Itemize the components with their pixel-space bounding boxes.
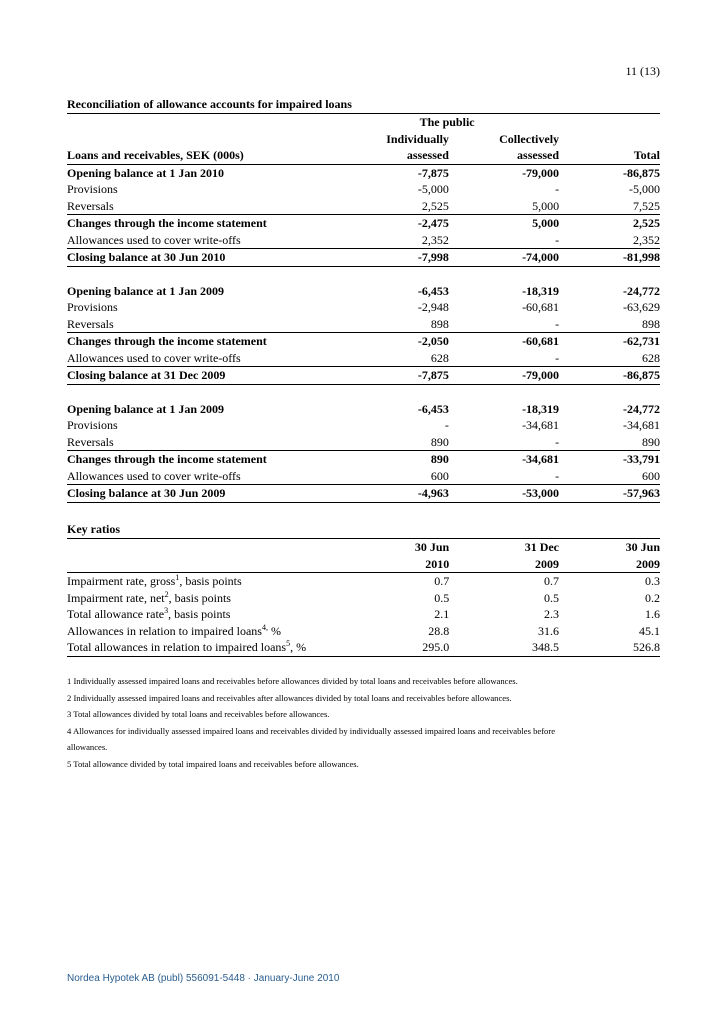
- cell-individually: -7,875: [417, 165, 449, 180]
- cell-collectively: -18,319: [522, 283, 560, 298]
- row-label: Provisions: [67, 182, 118, 196]
- cell-individually: 2,352: [421, 232, 449, 247]
- footnote-ref: 1: [175, 573, 180, 582]
- ratio-label-text: Allowances in relation to impaired loans: [67, 623, 262, 638]
- footnote-line: 1 Individually assessed impaired loans and receivables before allowances divided by total loans and receivables before allowances.: [67, 676, 518, 686]
- ratio-label-suffix: %: [267, 623, 281, 638]
- cell-total: -86,875: [561, 367, 660, 385]
- row-label: Opening balance at 1 Jan 2010: [67, 165, 225, 180]
- ratio-value-col2: 348.5: [451, 639, 561, 656]
- ratio-value-col3: 526.8: [561, 639, 660, 656]
- cell-individually: -2,475: [373, 215, 451, 232]
- ratio-value-col1: 295.0: [374, 639, 451, 656]
- cell-total: -33,791: [561, 451, 660, 468]
- row-label: Allowances used to cover write-offs: [67, 232, 241, 247]
- row-label: Changes through the income statement: [67, 215, 373, 232]
- ratio-value-col3: 45.1: [639, 623, 660, 638]
- ratio-value-col1: 0.7: [434, 574, 450, 588]
- table-row: [67, 367, 660, 385]
- cell-collectively: -: [555, 434, 560, 449]
- footnote-line: 3 Total allowances divided by total loans and receivables before allowances.: [67, 709, 330, 719]
- cell-collectively: -34,681: [451, 451, 561, 468]
- reconciliation-table: [67, 114, 660, 503]
- cell-total: 890: [642, 434, 660, 449]
- cell-individually: 898: [430, 316, 449, 331]
- table-row: [67, 164, 660, 181]
- cell-collectively: 5,000: [451, 215, 561, 232]
- col-individually-header: Individually: [386, 131, 449, 146]
- cell-individually: -6,453: [417, 401, 449, 416]
- ratios-header-row-2: [67, 556, 660, 573]
- table-row: [67, 198, 660, 215]
- col-assessed-header: assessed: [373, 147, 451, 164]
- ratio-label: [67, 590, 374, 607]
- block-spacer: [67, 384, 660, 401]
- cell-total: -24,772: [623, 283, 660, 298]
- ratio-value-col1: 28.8: [428, 623, 450, 638]
- cell-individually: -: [444, 418, 449, 432]
- ratio-value-col3: 0.2: [645, 590, 660, 605]
- row-label: Opening balance at 1 Jan 2009: [67, 283, 225, 298]
- cell-individually: -2,948: [417, 300, 449, 314]
- footnote-ref: 2: [164, 589, 169, 599]
- table-row: [67, 316, 660, 333]
- cell-total: -86,875: [623, 165, 660, 180]
- col-assessed-header-2: assessed: [451, 147, 561, 164]
- table-row: [67, 485, 660, 503]
- cell-total: -63,629: [623, 300, 660, 314]
- cell-total: 898: [642, 316, 660, 331]
- ratio-label-text: Total allowances in relation to impaired loans: [67, 640, 287, 654]
- cell-individually: -2,050: [373, 333, 451, 350]
- header-row-2: [67, 147, 660, 164]
- page-footer: Nordea Hypotek AB (publ) 556091-5448 · January-June 2010: [67, 973, 340, 984]
- cell-total: -57,963: [561, 485, 660, 503]
- ratio-label-text: Impairment rate, gross: [67, 574, 176, 588]
- table-row: [67, 468, 660, 485]
- row-label: Closing balance at 30 Jun 2010: [67, 249, 373, 267]
- footnote-line: allowances.: [67, 742, 108, 752]
- table-row: [67, 401, 660, 418]
- row-label: Changes through the income statement: [67, 451, 373, 468]
- reconciliation-title: Reconciliation of allowance accounts for impaired loans: [67, 97, 660, 114]
- ratio-row: [67, 606, 660, 623]
- ratios-col3-header: 30 Jun: [625, 540, 660, 554]
- ratios-header-row-1: [67, 539, 660, 556]
- col-collectively-header: Collectively: [499, 131, 560, 146]
- cell-total: -62,731: [561, 333, 660, 350]
- cell-individually: 2,525: [421, 198, 449, 213]
- cell-collectively: -60,681: [522, 300, 560, 314]
- footnote-line: 5 Total allowance divided by total impaired loans and receivables before allowances.: [67, 758, 359, 769]
- footnote-line: 4 Allowances for individually assessed impaired loans and receivables divided by individually assessed impaired loans and receivables before: [67, 725, 556, 736]
- ratio-label-suffix: , %: [290, 640, 307, 654]
- ratio-label-text: Total allowance rate: [67, 607, 165, 621]
- ratio-value-col1: 2.1: [434, 607, 450, 621]
- ratios-col2-header: 31 Dec: [524, 540, 560, 554]
- ratio-value-col2: 31.6: [538, 623, 560, 638]
- ratios-col1-header: 30 Jun: [414, 540, 450, 554]
- row-label: Reversals: [67, 434, 114, 449]
- cell-collectively: -18,319: [522, 401, 560, 416]
- table-row: [67, 451, 660, 468]
- key-ratios-table: [67, 539, 660, 657]
- row-label: Changes through the income statement: [67, 333, 373, 350]
- page-number: 11 (13): [625, 64, 660, 78]
- ratio-value-col1: 0.5: [434, 590, 450, 605]
- cell-individually: -7,998: [373, 249, 451, 267]
- cell-total: -24,772: [623, 401, 660, 416]
- cell-collectively: 5,000: [532, 198, 560, 213]
- table-row: [67, 249, 660, 267]
- cell-individually: 890: [373, 451, 451, 468]
- table-row: [67, 283, 660, 300]
- footnote-line: 2 Individually assessed impaired loans and receivables after allowances divided by total loans and receivables before allowances.: [67, 692, 512, 703]
- table-row: [67, 350, 660, 367]
- col-total-header: Total: [561, 147, 660, 164]
- ratio-value-col2: 2.3: [544, 607, 560, 621]
- cell-collectively: -79,000: [522, 165, 560, 180]
- cell-total: 628: [642, 350, 660, 365]
- header-row-1: [67, 131, 660, 148]
- cell-collectively: -: [555, 350, 560, 365]
- group-header-row: [67, 114, 660, 131]
- ratio-value-col3: 0.3: [645, 574, 660, 588]
- ratio-value-col2: 0.5: [544, 590, 560, 605]
- row-label: Opening balance at 1 Jan 2009: [67, 401, 225, 416]
- footnote-ref: 3: [164, 606, 169, 615]
- footnote-ref: 4,: [261, 622, 268, 632]
- ratio-row: [67, 573, 660, 590]
- cell-total: 7,525: [633, 198, 660, 213]
- ratios-col2-year: 2009: [451, 556, 561, 573]
- ratio-row: [67, 590, 660, 607]
- cell-collectively: -34,681: [522, 418, 560, 432]
- cell-total: -5,000: [629, 182, 660, 196]
- cell-collectively: -: [555, 232, 560, 247]
- table-row: [67, 434, 660, 451]
- table-row: [67, 299, 660, 316]
- cell-total: 2,525: [561, 215, 660, 232]
- table-label-header: Loans and receivables, SEK (000s): [67, 147, 373, 164]
- ratio-label-text: Impairment rate, net: [67, 590, 165, 605]
- cell-individually: -6,453: [417, 283, 449, 298]
- cell-total: 600: [642, 468, 660, 483]
- ratio-label-suffix: , basis points: [168, 590, 231, 605]
- ratio-label: [67, 639, 374, 656]
- row-label: Reversals: [67, 198, 114, 213]
- row-label: Provisions: [67, 418, 118, 432]
- row-label: Allowances used to cover write-offs: [67, 468, 241, 483]
- cell-individually: 890: [430, 434, 449, 449]
- ratio-row: [67, 623, 660, 640]
- cell-collectively: -53,000: [451, 485, 561, 503]
- footnote-ref: 5: [286, 639, 291, 648]
- cell-individually: -5,000: [417, 182, 449, 196]
- cell-total: -34,681: [623, 418, 660, 432]
- table-row: [67, 181, 660, 198]
- row-label: Allowances used to cover write-offs: [67, 350, 241, 365]
- cell-individually: -7,875: [373, 367, 451, 385]
- cell-collectively: -: [555, 468, 560, 483]
- cell-collectively: -: [555, 182, 560, 196]
- group-header: The public: [419, 115, 475, 129]
- cell-collectively: -79,000: [451, 367, 561, 385]
- row-label: Reversals: [67, 316, 114, 331]
- table-row: [67, 215, 660, 232]
- key-ratios-title: Key ratios: [67, 522, 660, 539]
- row-label: Closing balance at 30 Jun 2009: [67, 485, 373, 503]
- cell-individually: 628: [430, 350, 449, 365]
- cell-individually: 600: [430, 468, 449, 483]
- ratios-col3-year: 2009: [561, 556, 660, 573]
- cell-collectively: -60,681: [451, 333, 561, 350]
- cell-collectively: -74,000: [451, 249, 561, 267]
- ratio-label-suffix: , basis points: [179, 574, 242, 588]
- table-row: [67, 333, 660, 350]
- ratio-label: [67, 623, 374, 640]
- ratios-col1-year: 2010: [374, 556, 451, 573]
- ratio-value-col3: 1.6: [645, 607, 660, 621]
- ratio-row: [67, 639, 660, 656]
- cell-total: 2,352: [633, 232, 660, 247]
- footnotes: [67, 673, 667, 772]
- ratio-value-col2: 0.7: [544, 574, 560, 588]
- ratio-label: [67, 606, 374, 623]
- cell-individually: -4,963: [373, 485, 451, 503]
- table-row: [67, 417, 660, 434]
- row-label: Provisions: [67, 300, 118, 314]
- cell-collectively: -: [555, 316, 560, 331]
- cell-total: -81,998: [561, 249, 660, 267]
- row-label: Closing balance at 31 Dec 2009: [67, 367, 373, 385]
- ratio-label-suffix: , basis points: [168, 607, 231, 621]
- table-row: [67, 232, 660, 249]
- block-spacer: [67, 266, 660, 283]
- ratio-label: [67, 573, 374, 590]
